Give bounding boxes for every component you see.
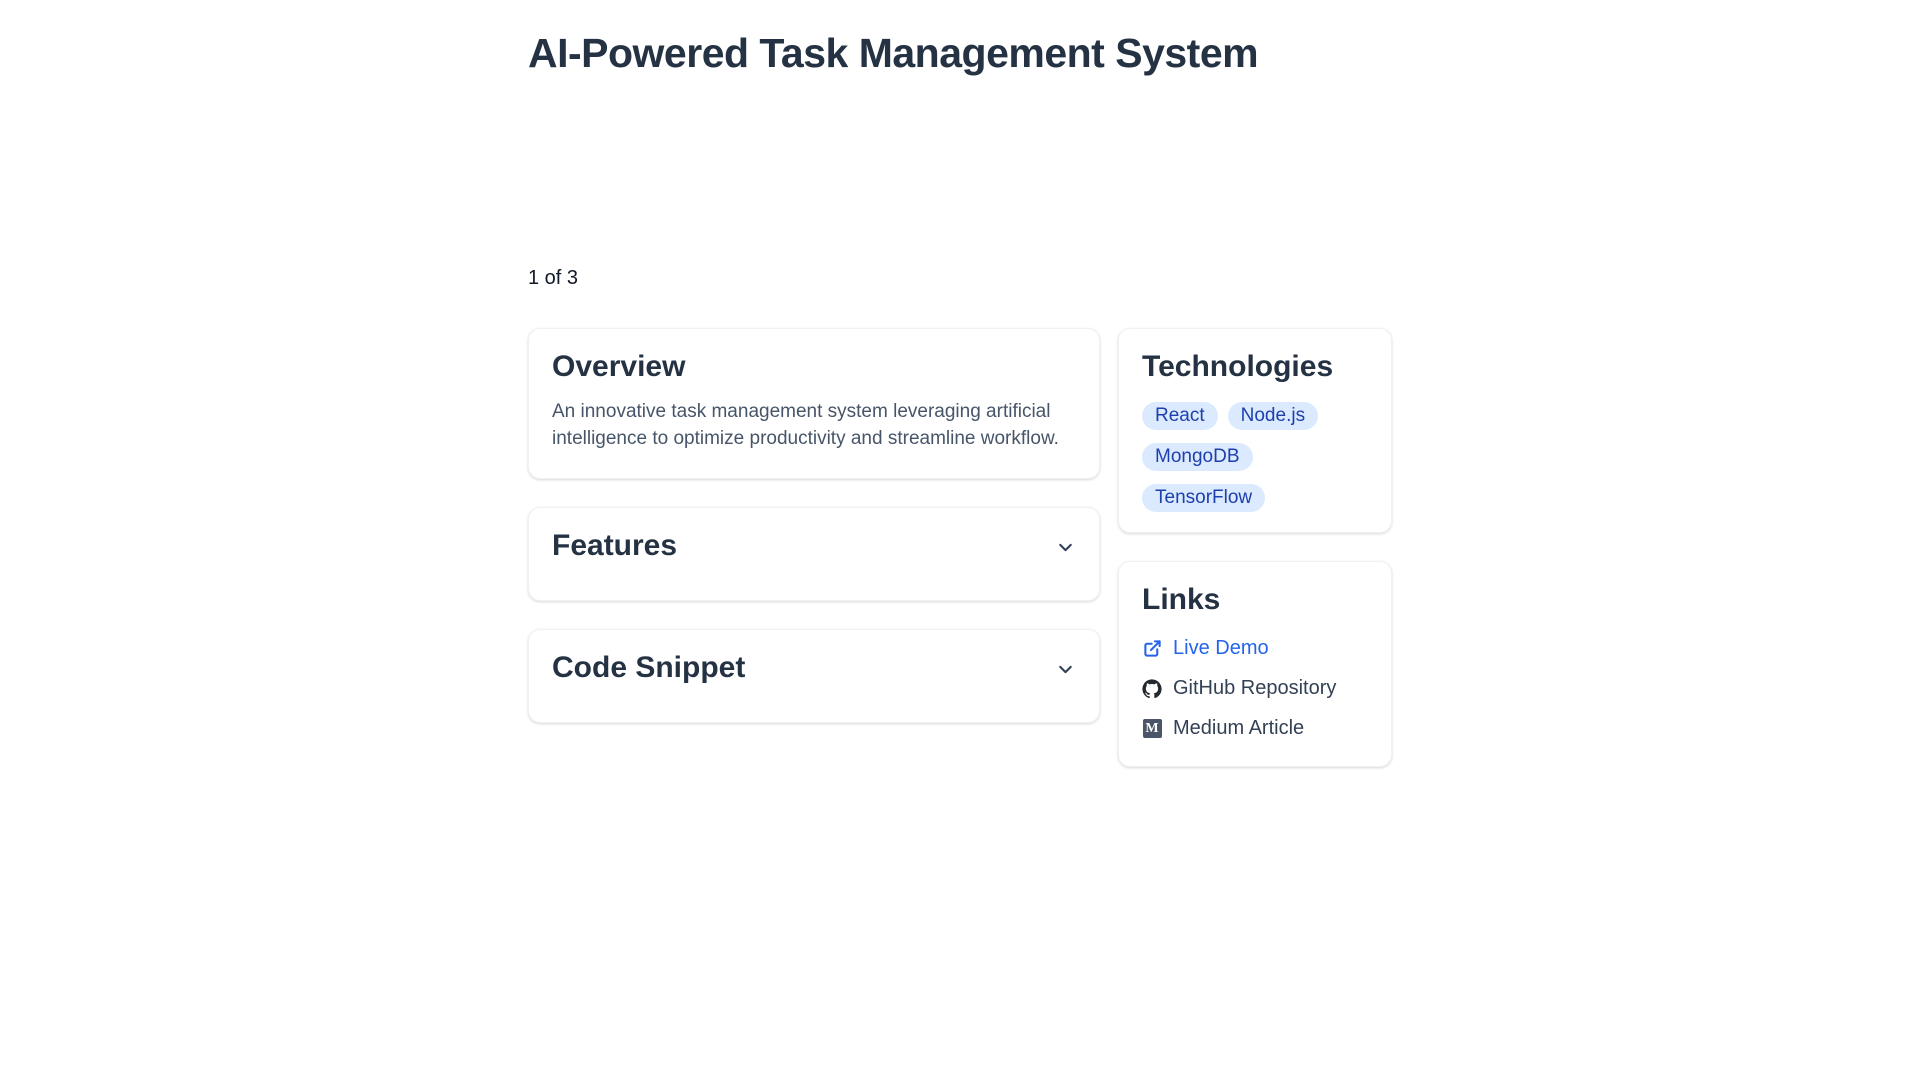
external-link-icon [1142, 639, 1162, 658]
chevron-down-icon [1055, 537, 1076, 558]
github-repository-label: GitHub Repository [1173, 677, 1337, 699]
medium-article-label: Medium Article [1173, 717, 1305, 739]
content-container [528, 0, 1392, 767]
overview-description: An innovative task management system leveraging artificial intelligence to optimize productivity and streamline workflow. [552, 401, 1059, 449]
technology-tags [1142, 402, 1368, 512]
github-icon [1142, 679, 1162, 699]
links-list [1142, 635, 1368, 746]
github-repository-link[interactable] [1142, 675, 1368, 702]
tag-mongodb: MongoDB [1142, 443, 1253, 471]
links-card [1118, 561, 1392, 767]
cards-grid [528, 328, 1392, 767]
features-title: Features [552, 529, 678, 562]
tag-tensorflow: TensorFlow [1142, 484, 1265, 512]
live-demo-link[interactable] [1142, 635, 1368, 662]
right-column [1118, 328, 1392, 767]
live-demo-label: Live Demo [1173, 637, 1269, 659]
tag-react: React [1142, 402, 1218, 430]
overview-card [528, 328, 1100, 479]
links-title: Links [1142, 583, 1221, 616]
page-title: AI-Powered Task Management System [528, 30, 1259, 76]
technologies-title: Technologies [1142, 350, 1334, 383]
overview-title: Overview [552, 350, 686, 383]
technologies-card [1118, 328, 1392, 533]
medium-icon: M [1142, 719, 1162, 738]
code-snippet-card [528, 629, 1100, 723]
medium-article-link[interactable] [1142, 715, 1368, 742]
carousel-image-area [528, 78, 1392, 264]
features-card [528, 507, 1100, 601]
tag-nodejs: Node.js [1228, 402, 1318, 430]
chevron-down-icon [1055, 659, 1076, 680]
carousel-counter: 1 of 3 [528, 267, 579, 289]
left-column [528, 328, 1100, 723]
code-snippet-title: Code Snippet [552, 651, 746, 684]
features-toggle[interactable] [552, 528, 1076, 564]
code-snippet-toggle[interactable] [552, 650, 1076, 686]
